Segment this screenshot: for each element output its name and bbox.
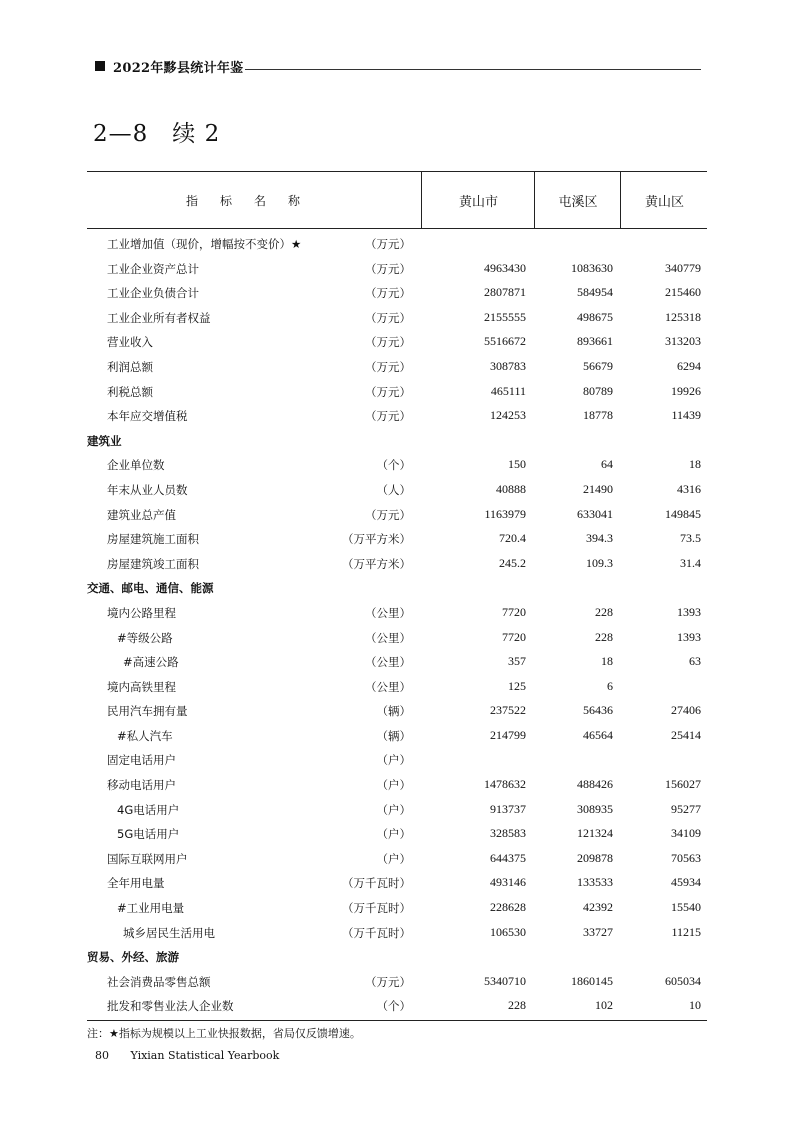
value-cell: 2155555 xyxy=(484,309,526,324)
value-cell: 2807871 xyxy=(484,285,526,300)
indicator-label: 工业企业负债合计 xyxy=(107,286,199,301)
unit-label: （万平方米） xyxy=(342,556,411,571)
table-row xyxy=(87,747,707,772)
table-row xyxy=(87,600,707,625)
value-cell: 498675 xyxy=(577,309,613,324)
indicator-label: #工业用电量 xyxy=(117,901,185,916)
value-cell: 913737 xyxy=(490,801,526,816)
section-title: 建筑业 xyxy=(87,433,122,448)
unit-label: （万元） xyxy=(365,261,411,276)
indicator-name-header: 指标名称 xyxy=(185,193,322,208)
value-cell: 214799 xyxy=(490,727,526,742)
value-cell: 45934 xyxy=(671,875,701,890)
unit-label: （辆） xyxy=(376,728,411,743)
unit-label: （人） xyxy=(376,482,411,497)
unit-label: （公里） xyxy=(365,630,411,645)
table-row xyxy=(87,231,707,256)
unit-label: （个） xyxy=(376,999,411,1014)
unit-label: （万元） xyxy=(365,507,411,522)
value-cell: 149845 xyxy=(665,506,701,521)
value-cell: 150 xyxy=(508,457,526,472)
value-cell: 6 xyxy=(607,678,613,693)
indicator-label: 4G电话用户 xyxy=(117,802,180,817)
indicator-label: 境内高铁里程 xyxy=(107,679,176,694)
unit-label: （万元） xyxy=(365,974,411,989)
value-cell: 6294 xyxy=(677,358,701,373)
value-cell: 121324 xyxy=(577,826,613,841)
unit-label: （户） xyxy=(376,753,411,768)
unit-label: （万元） xyxy=(365,384,411,399)
unit-label: （户） xyxy=(376,802,411,817)
value-cell: 102 xyxy=(595,998,613,1013)
square-bullet-icon xyxy=(95,61,105,71)
value-cell: 21490 xyxy=(583,481,613,496)
value-cell: 7720 xyxy=(502,629,526,644)
unit-label: （户） xyxy=(376,827,411,842)
indicator-label: #私人汽车 xyxy=(117,728,173,743)
unit-label: （万平方米） xyxy=(342,532,411,547)
indicator-label: 全年用电量 xyxy=(107,876,165,891)
indicator-label: 工业企业资产总计 xyxy=(107,261,199,276)
value-cell: 70563 xyxy=(671,850,701,865)
indicator-label: 国际互联网用户 xyxy=(107,851,188,866)
value-cell: 73.5 xyxy=(680,531,701,546)
indicator-label: 工业企业所有者权益 xyxy=(107,310,211,325)
value-cell: 4963430 xyxy=(484,260,526,275)
indicator-label: 年末从业人员数 xyxy=(107,482,188,497)
value-cell: 493146 xyxy=(490,875,526,890)
unit-label: （公里） xyxy=(365,655,411,670)
value-cell: 357 xyxy=(508,654,526,669)
unit-label: （万元） xyxy=(365,335,411,350)
value-cell: 1163979 xyxy=(484,506,526,521)
table-row xyxy=(87,723,707,748)
table-row xyxy=(87,846,707,871)
value-cell: 25414 xyxy=(671,727,701,742)
indicator-label: 社会消费品零售总额 xyxy=(107,974,211,989)
value-cell: 7720 xyxy=(502,604,526,619)
table-row xyxy=(87,625,707,650)
indicator-label: 房屋建筑施工面积 xyxy=(107,532,199,547)
column-header-huangshan-city: 黄山市 xyxy=(421,172,535,228)
value-cell: 19926 xyxy=(671,383,701,398)
table-row xyxy=(87,870,707,895)
indicator-label: 利税总额 xyxy=(107,384,153,399)
indicator-label: 批发和零售业法人企业数 xyxy=(107,999,234,1014)
value-cell: 605034 xyxy=(665,973,701,988)
unit-label: （辆） xyxy=(376,704,411,719)
unit-label: （公里） xyxy=(365,605,411,620)
unit-label: （个） xyxy=(376,458,411,473)
value-cell: 237522 xyxy=(490,703,526,718)
table-header-row xyxy=(87,171,707,229)
table-row xyxy=(87,256,707,281)
value-cell: 465111 xyxy=(490,383,526,398)
running-header xyxy=(95,58,243,74)
column-header-tunxi: 屯溪区 xyxy=(534,172,621,228)
unit-label: （万千瓦时） xyxy=(342,876,411,891)
value-cell: 10 xyxy=(689,998,701,1013)
value-cell: 125 xyxy=(508,678,526,693)
table-note: 注：★指标为规模以上工业快报数据，省局仅反馈增速。 xyxy=(87,1027,361,1040)
page-footer xyxy=(95,1049,279,1062)
table-row xyxy=(87,280,707,305)
indicator-label: 营业收入 xyxy=(107,335,153,350)
table-body xyxy=(87,229,707,1018)
indicator-label: 工业增加值（现价，增幅按不变价）★ xyxy=(107,237,302,251)
table-row xyxy=(87,477,707,502)
section-title: 交通、邮电、通信、能源 xyxy=(87,581,214,596)
table-row xyxy=(87,452,707,477)
page-number: 80 xyxy=(95,1049,109,1062)
indicator-label: #等级公路 xyxy=(117,630,173,645)
value-cell: 5340710 xyxy=(484,973,526,988)
value-cell: 308783 xyxy=(490,358,526,373)
unit-label: （户） xyxy=(376,778,411,793)
value-cell: 340779 xyxy=(665,260,701,275)
value-cell: 584954 xyxy=(577,285,613,300)
table-row xyxy=(87,329,707,354)
value-cell: 228628 xyxy=(490,900,526,915)
table-row xyxy=(87,993,707,1018)
indicator-label: 5G电话用户 xyxy=(117,827,180,842)
yearbook-title: 2022年黟县统计年鉴 xyxy=(113,60,244,76)
value-cell: 893661 xyxy=(577,334,613,349)
table-row xyxy=(87,305,707,330)
table-row xyxy=(87,551,707,576)
unit-label: （万元） xyxy=(365,237,411,251)
column-header-huangshan-district: 黄山区 xyxy=(620,172,708,228)
table-row xyxy=(87,797,707,822)
unit-label: （万千瓦时） xyxy=(342,925,411,940)
value-cell: 80789 xyxy=(583,383,613,398)
value-cell: 64 xyxy=(601,457,613,472)
value-cell: 133533 xyxy=(577,875,613,890)
value-cell: 308935 xyxy=(577,801,613,816)
table-row xyxy=(87,821,707,846)
publication-name: Yixian Statistical Yearbook xyxy=(130,1049,280,1062)
value-cell: 209878 xyxy=(577,850,613,865)
indicator-label: 民用汽车拥有量 xyxy=(107,704,188,719)
value-cell: 15540 xyxy=(671,900,701,915)
unit-label: （万千瓦时） xyxy=(342,901,411,916)
indicator-label: 固定电话用户 xyxy=(107,753,176,768)
unit-label: （公里） xyxy=(365,679,411,694)
indicator-label: 城乡居民生活用电 xyxy=(123,925,215,940)
value-cell: 56436 xyxy=(583,703,613,718)
value-cell: 1393 xyxy=(677,604,701,619)
value-cell: 720.4 xyxy=(499,531,526,546)
table-bottom-rule xyxy=(87,1020,707,1021)
value-cell: 27406 xyxy=(671,703,701,718)
header-rule xyxy=(245,69,701,70)
value-cell: 125318 xyxy=(665,309,701,324)
table-row xyxy=(87,674,707,699)
value-cell: 42392 xyxy=(583,900,613,915)
value-cell: 156027 xyxy=(665,777,701,792)
value-cell: 40888 xyxy=(496,481,526,496)
table-row xyxy=(87,895,707,920)
value-cell: 245.2 xyxy=(499,555,526,570)
value-cell: 1393 xyxy=(677,629,701,644)
table-row xyxy=(87,920,707,945)
value-cell: 56679 xyxy=(583,358,613,373)
unit-label: （万元） xyxy=(365,286,411,301)
value-cell: 228 xyxy=(508,998,526,1013)
value-cell: 106530 xyxy=(490,924,526,939)
section-row xyxy=(87,575,707,600)
value-cell: 215460 xyxy=(665,285,701,300)
page-title: 2—8 续 2 xyxy=(93,121,221,147)
value-cell: 18 xyxy=(601,654,613,669)
table-row xyxy=(87,403,707,428)
value-cell: 328583 xyxy=(490,826,526,841)
indicator-label: #高速公路 xyxy=(123,655,179,670)
value-cell: 488426 xyxy=(577,777,613,792)
section-row xyxy=(87,944,707,969)
unit-label: （万元） xyxy=(365,409,411,424)
value-cell: 11439 xyxy=(671,408,701,423)
value-cell: 633041 xyxy=(577,506,613,521)
section-row xyxy=(87,428,707,453)
value-cell: 109.3 xyxy=(586,555,613,570)
table-row xyxy=(87,379,707,404)
value-cell: 394.3 xyxy=(586,531,613,546)
value-cell: 1478632 xyxy=(484,777,526,792)
statistics-table xyxy=(87,171,707,1041)
value-cell: 34109 xyxy=(671,826,701,841)
indicator-label: 利润总额 xyxy=(107,359,153,374)
value-cell: 11215 xyxy=(671,924,701,939)
table-row xyxy=(87,698,707,723)
indicator-label: 房屋建筑竣工面积 xyxy=(107,556,199,571)
value-cell: 95277 xyxy=(671,801,701,816)
value-cell: 46564 xyxy=(583,727,613,742)
indicator-label: 建筑业总产值 xyxy=(107,507,176,522)
value-cell: 31.4 xyxy=(680,555,701,570)
unit-label: （万元） xyxy=(365,359,411,374)
indicator-label: 本年应交增值税 xyxy=(107,409,188,424)
unit-label: （万元） xyxy=(365,310,411,325)
table-row xyxy=(87,649,707,674)
value-cell: 228 xyxy=(595,629,613,644)
value-cell: 33727 xyxy=(583,924,613,939)
table-row xyxy=(87,502,707,527)
section-title: 贸易、外经、旅游 xyxy=(87,950,179,965)
value-cell: 5516672 xyxy=(484,334,526,349)
indicator-label: 企业单位数 xyxy=(107,458,165,473)
value-cell: 18778 xyxy=(583,408,613,423)
indicator-label: 移动电话用户 xyxy=(107,778,176,793)
unit-label: （户） xyxy=(376,851,411,866)
indicator-label: 境内公路里程 xyxy=(107,605,176,620)
value-cell: 18 xyxy=(689,457,701,472)
value-cell: 1083630 xyxy=(571,260,613,275)
value-cell: 4316 xyxy=(677,481,701,496)
value-cell: 228 xyxy=(595,604,613,619)
table-row xyxy=(87,969,707,994)
table-row xyxy=(87,772,707,797)
table-row xyxy=(87,526,707,551)
value-cell: 124253 xyxy=(490,408,526,423)
table-row xyxy=(87,354,707,379)
value-cell: 1860145 xyxy=(571,973,613,988)
value-cell: 313203 xyxy=(665,334,701,349)
value-cell: 644375 xyxy=(490,850,526,865)
value-cell: 63 xyxy=(689,654,701,669)
